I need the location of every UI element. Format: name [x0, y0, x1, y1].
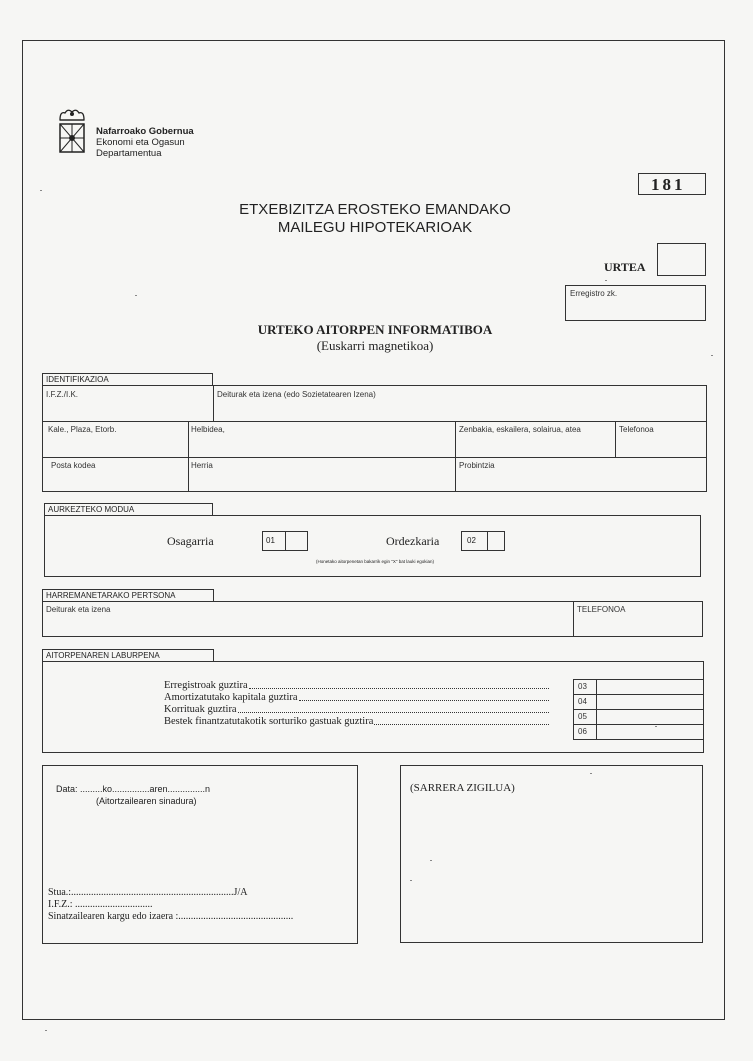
contact-name-field[interactable]: Deiturak eta izena	[46, 605, 111, 614]
identification-section-label: IDENTIFIKAZIOA	[46, 375, 109, 384]
title-line2: MAILEGU HIPOTEKARIOAK	[277, 219, 473, 236]
summary-row	[164, 704, 549, 716]
signatory-block	[48, 887, 293, 923]
summary-row	[164, 716, 549, 728]
summary-code-03: 03	[578, 682, 587, 691]
province-field[interactable]: Probintzia	[459, 461, 495, 470]
summary-row	[164, 680, 549, 692]
name-field[interactable]: Deiturak eta izena (edo Sozietatearen Izena)	[217, 390, 376, 399]
contact-phone-field[interactable]: TELEFONOA	[577, 605, 626, 614]
summary-row-label: Bestek finantzatutakotik sorturiko gastuak guztira	[164, 716, 374, 727]
subtitle-line1: URTEKO AITORPEN INFORMATIBOA	[257, 322, 493, 337]
street-type-field[interactable]: Kale., Plaza, Etorb.	[48, 425, 117, 434]
date-line[interactable]: Data: .........ko...............aren...............n	[56, 784, 211, 794]
summary-row-label: Korrituak guztira	[164, 704, 237, 715]
summary-section	[42, 661, 704, 753]
signature-section	[42, 765, 358, 944]
identification-section	[42, 385, 707, 492]
navarra-coat-of-arms-icon	[55, 108, 89, 160]
number-field[interactable]: Zenbakia, eskailera, solairua, atea	[459, 425, 581, 434]
entry-stamp-section	[400, 765, 703, 943]
subtitle-line2: (Euskarri magnetikoa)	[316, 338, 434, 353]
summary-code-05: 05	[578, 712, 587, 721]
summary-row-label: Erregistroak guztira	[164, 680, 248, 691]
presentation-section-label: AURKEZTEKO MODUA	[48, 505, 135, 514]
option-complementary-code: 01	[266, 536, 275, 545]
address-field[interactable]: Helbidea,	[191, 425, 225, 434]
phone-field[interactable]: Telefonoa	[619, 425, 654, 434]
registry-field[interactable]	[565, 285, 706, 321]
org-dept-line2: Departamentua	[96, 148, 162, 159]
presentation-section	[44, 515, 701, 577]
nif-field[interactable]: I.F.Z./I.K.	[46, 390, 79, 399]
option-substitute-label: Ordezkaria	[386, 534, 440, 548]
year-field[interactable]	[657, 243, 706, 276]
entry-stamp-label: (SARRERA ZIGILUA)	[410, 782, 515, 794]
title-line1: ETXEBIZITZA EROSTEKO EMANDAKO	[239, 201, 511, 218]
option-substitute-checkbox[interactable]	[461, 531, 505, 551]
option-substitute-code: 02	[467, 536, 476, 545]
summary-code-06: 06	[578, 727, 587, 736]
model-number: 181	[651, 175, 686, 194]
summary-row	[164, 692, 549, 704]
year-label: URTEA	[604, 260, 646, 274]
summary-row-label: Amortizatutako kapitala guztira	[164, 692, 298, 703]
summary-section-label: AITORPENAREN LABURPENA	[46, 651, 160, 660]
summary-labels	[164, 680, 549, 728]
org-dept-line1: Ekonomi eta Ogasun	[96, 137, 185, 148]
contact-section-label: HARREMANETARAKO PERTSONA	[46, 591, 176, 600]
interest-total-field[interactable]	[598, 711, 703, 723]
page-title	[200, 201, 550, 237]
total-records-field[interactable]	[598, 681, 703, 693]
signatory-nif-line[interactable]: I.F.Z.: ...............................	[48, 899, 153, 910]
signer-label: (Aitortzailearen sinadura)	[96, 796, 197, 806]
contact-section	[42, 601, 703, 637]
org-block	[96, 126, 194, 159]
subtitle	[200, 322, 550, 354]
model-number-box	[638, 173, 706, 195]
financing-costs-field[interactable]	[598, 726, 703, 738]
presentation-note: (Honetako aitorpenetan bakarrik egin "X" bat lauki egokian)	[315, 559, 434, 564]
summary-values-grid	[573, 679, 704, 740]
town-field[interactable]: Herria	[191, 461, 213, 470]
registry-label: Erregistro zk.	[570, 289, 618, 298]
option-complementary-label: Osagarria	[167, 534, 214, 548]
signatory-role-line[interactable]: Sinatzailearen kargu edo izaera :..............................................	[48, 911, 294, 922]
org-name: Nafarroako Gobernua	[96, 126, 194, 137]
amortized-capital-field[interactable]	[598, 696, 703, 708]
summary-code-04: 04	[578, 697, 587, 706]
postal-code-field[interactable]: Posta kodea	[51, 461, 96, 470]
option-complementary-checkbox[interactable]	[262, 531, 308, 551]
signatory-name-line[interactable]: Stua.:.................................................................J/A	[48, 887, 248, 898]
